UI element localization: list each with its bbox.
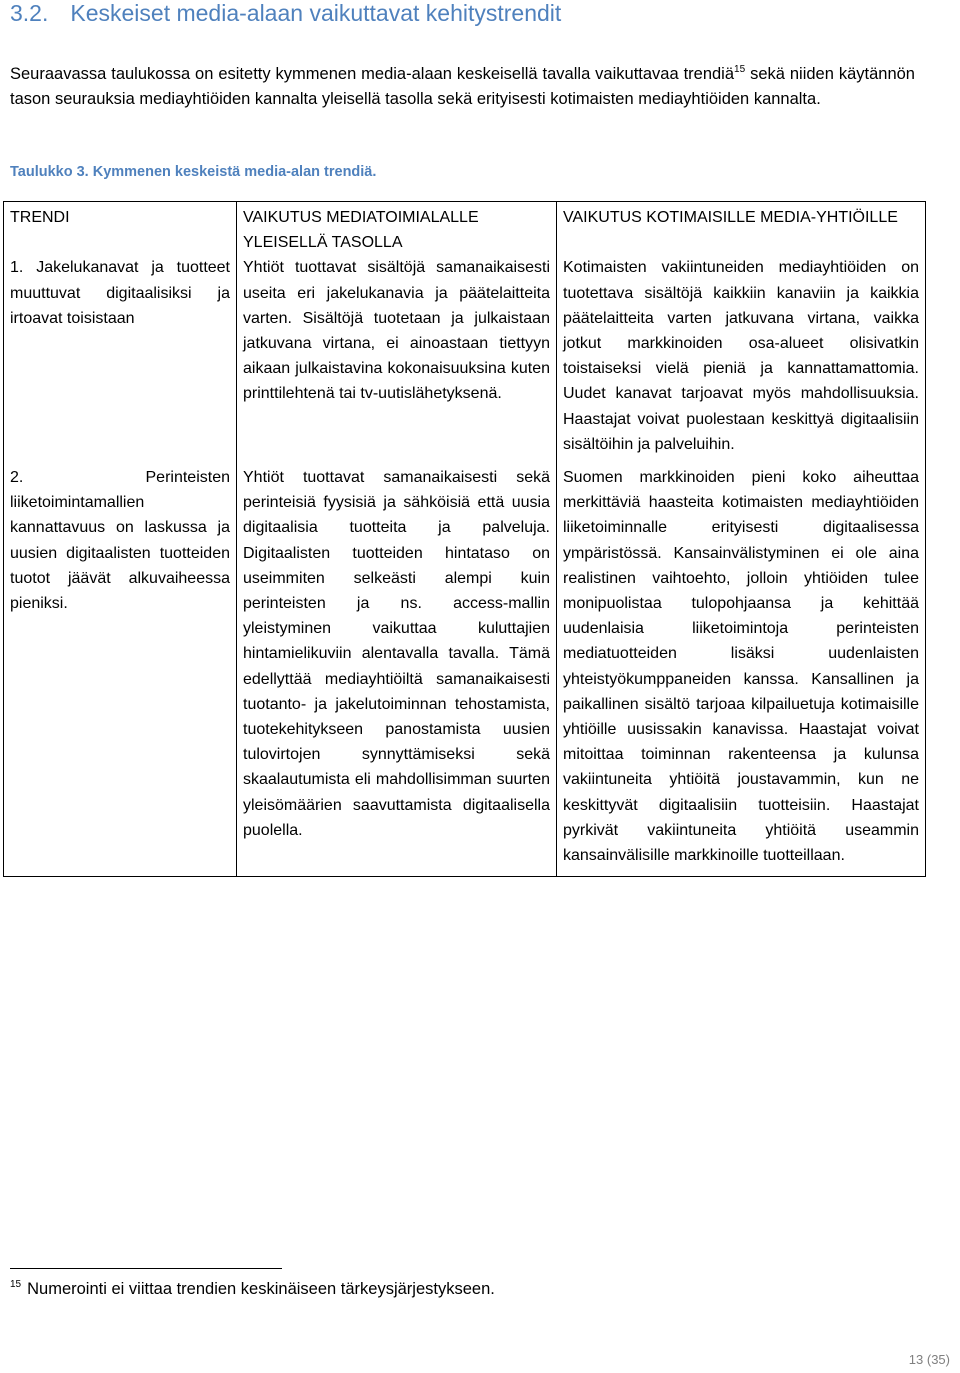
table-header-row [4, 202, 926, 256]
footnote [10, 1279, 495, 1299]
section-heading [10, 0, 561, 27]
intro-paragraph [10, 62, 915, 113]
header-domestic-impact: VAIKUTUS KOTIMAISILLE MEDIA-YHTIÖILLE [557, 202, 926, 256]
general-impact-cell: Yhtiöt tuottavat sisältöjä samanaikaisesti useita eri jakelukanavia ja päätelaitteita varten. Sisältöjä tuotetaan ja julkaistaan jatkuvana virtana, ei ainoastaan tiettyyn aikaan julkaistavina kokonaisuuksina kuten printtilehtenä tai tv-uutislähetyksenä. [237, 255, 557, 465]
intro-text-before: Seuraavassa taulukossa on esitetty kymmenen media-alaan keskeisellä tavalla vaikuttavaa trendiä [10, 65, 735, 83]
table-row [4, 255, 926, 465]
header-trend: TRENDI [4, 202, 237, 256]
trend-cell: 1. Jakelukanavat ja tuotteet muuttuvat digitaalisiksi ja irtoavat toisistaan [4, 255, 237, 465]
domestic-impact-cell: Kotimaisten vakiintuneiden mediayhtiöiden on tuotettava sisältöjä kaikkiin kanaviin ja kaikkia päätelaitteita varten jatkuvana virtana, vaikka jotkut markkinoiden osa-alueet olisivatkin toistaiseksi vielä pieniä ja kannattamattomia. Uudet kanavat tarjoavat myös mahdollisuuksia. Haastajat voivat puolestaan keskittyä digitaalisiin sisältöihin ja palveluihin. [557, 255, 926, 465]
section-title: Keskeiset media-alaan vaikuttavat kehitystrendit [70, 0, 562, 26]
footnote-reference[interactable]: 15 [734, 64, 746, 75]
intro-text-after: sekä niiden käytännön tason seurauksia mediayhtiöiden kannalta yleisellä tasolla sekä erityisesti kotimaisten mediayhtiöiden kannalta. [10, 65, 915, 109]
header-general-impact: VAIKUTUS MEDIATOIMIALALLE YLEISELLÄ TASOLLA [237, 202, 557, 256]
page-number: 13 (35) [908, 1352, 950, 1367]
footnote-number: 15 [10, 1279, 22, 1290]
table-row [4, 465, 926, 877]
table-caption: Taulukko 3. Kymmenen keskeistä media-alan trendiä. [10, 164, 377, 180]
trend-table [3, 201, 926, 877]
domestic-impact-cell: Suomen markkinoiden pieni koko aiheuttaa merkittäviä haasteita kotimaisten mediayhtiöiden liiketoiminnalle erityisesti digitaalisessa ympäristössä. Kansainvälistyminen ei ole aina realistinen vaihtoehto, jolloin yhtiöiden tulee monipuolistaa tulopohjaansa ja kehittää uudenlaisia liiketoimintoja perinteisten mediatuotteiden lisäksi uudenlaisten yhteistyökumppaneiden kanssa. Kansallinen ja paikallinen sisältö tarjoaa kilpailuetuja kotimaisille yhtiöille uusissakin kanavissa. Haastajat voivat mitoittaa toiminnan rakenteensa ja kulunsa vakiintuneita yhtiöitä joustavammin, kun ne keskittyvät digitaalisiin tuotteisiin. Haastajat pyrkivät vakiintuneita yhtiöitä useammin kansainvälisille markkinoille tuotteillaan. [557, 465, 926, 877]
section-number: 3.2. [10, 0, 49, 26]
footnote-divider [10, 1268, 282, 1269]
general-impact-cell: Yhtiöt tuottavat samanaikaisesti sekä perinteisiä fyysisiä ja sähköisiä että uusia digitaalisia tuotteita ja palveluja. Digitaalisten tuotteiden hintataso on useimmiten selkeästi alempi kuin perinteisten ja ns. access-mallin yleistyminen vaikuttaa kuluttajien hintamielikuviin alentavalla tavalla. Tämä edellyttää mediayhtiöiltä samanaikaisesti tuotanto- ja jakelutoiminnan tehostamista, tuotekehitykseen panostamista uusien tulovirtojen synnyttämiseksi sekä skaalautumista eli mahdollisimman suurten yleisömäärien saavuttamista digitaalisella puolella. [237, 465, 557, 877]
footnote-text: Numerointi ei viittaa trendien keskinäiseen tärkeysjärjestykseen. [27, 1280, 495, 1298]
trend-cell: 2. Perinteisten liiketoimintamallien kannattavuus on laskussa ja uusien digitaalisten tuotteiden tuotot jäävät alkuvaiheessa pieniksi. [4, 465, 237, 877]
